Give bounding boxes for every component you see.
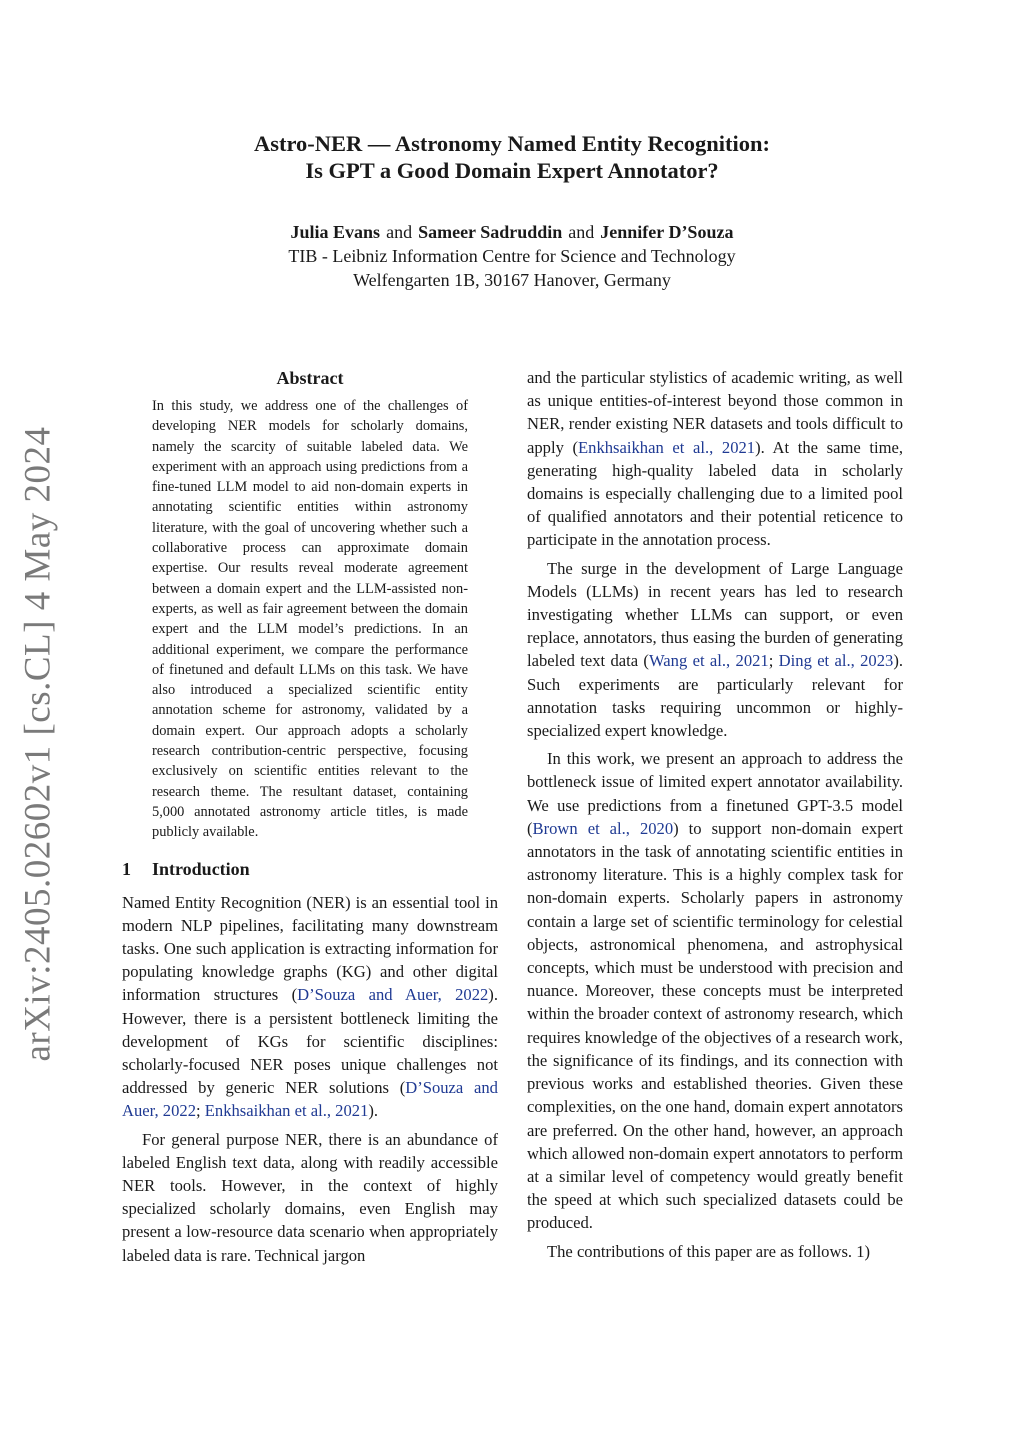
abstract-heading: Abstract bbox=[276, 368, 344, 388]
paragraph-text: ). At the same time, generating high-quality labeled data in scholarly domains is especially challenging due to a limited pool of qualified annotators and their potential reticence to participate in the annotation process. bbox=[527, 437, 903, 550]
citation-link[interactable]: D’Souza and Auer, 2022 bbox=[297, 985, 489, 1005]
left-column bbox=[122, 366, 498, 1267]
paragraph-text: The surge in the development of Large Language Models (LLMs) in recent years has led to research investigating whether LLMs can support, or even replace, annotators, thus easing the burden of generating labeled text data ( bbox=[527, 558, 903, 671]
section-heading-introduction bbox=[122, 857, 498, 881]
citation-link[interactable]: Enkhsaikhan et al., 2021 bbox=[578, 437, 756, 457]
intro-paragraph-2: For general purpose NER, there is an abundance of labeled English text data, along with readily accessible NER tools. However, in the context of highly specialized scholarly domains, even English may present a low-resource data scenario when appropriately labeled data is rare. Technical jargon bbox=[122, 1129, 498, 1265]
affiliation-line-2: Welfengarten 1B, 30167 Hanover, Germany bbox=[353, 270, 671, 290]
paper-title-line-1: Astro-NER — Astronomy Named Entity Recognition: bbox=[253, 131, 771, 156]
author-list bbox=[0, 220, 1024, 244]
citation-separator: ; bbox=[196, 1101, 205, 1121]
citation-link[interactable]: D’Souza and Auer, 2022 bbox=[122, 1078, 498, 1121]
author-name: Jennifer D’Souza bbox=[600, 222, 734, 242]
affiliation-line-1: TIB - Leibniz Information Centre for Science and Technology bbox=[288, 246, 736, 266]
arxiv-identifier: arXiv:2405.02602v1 [cs.CL] 4 May 2024 bbox=[17, 426, 59, 1062]
paragraph-text: Named Entity Recognition (NER) is an essential tool in modern NLP pipelines, facilitating many downstream tasks. One such application is extracting information for populating knowledge graphs (KG) and other digital information structures ( bbox=[122, 892, 498, 1005]
paragraph-text: ). Such experiments are particularly relevant for annotation tasks requiring uncommon or highly-specialized expert knowledge. bbox=[527, 651, 903, 741]
paragraph-text: In this work, we present an approach to address the bottleneck issue of limited expert annotator availability. We use predictions from a finetuned GPT-3.5 model ( bbox=[527, 749, 903, 838]
author-name: Julia Evans bbox=[290, 222, 381, 242]
citation-link[interactable]: Brown et al., 2020 bbox=[532, 818, 674, 838]
right-paragraph-4: The contributions of this paper are as follows. 1) bbox=[547, 1241, 871, 1261]
citation-link[interactable]: Wang et al., 2021 bbox=[648, 651, 769, 671]
right-paragraph-2 bbox=[527, 557, 903, 743]
author-separator: and bbox=[568, 222, 595, 242]
right-column bbox=[527, 366, 903, 1263]
section-title: Introduction bbox=[152, 858, 250, 879]
title-block bbox=[0, 130, 1024, 292]
citation-link[interactable]: Enkhsaikhan et al., 2021 bbox=[204, 1101, 369, 1121]
author-name: Sameer Sadruddin bbox=[418, 222, 563, 242]
right-paragraph-1 bbox=[527, 366, 903, 552]
abstract-text: In this study, we address one of the challenges of developing NER models for scholarly domains, namely the scarcity of suitable labeled data. We experiment with an approach using predictions from a fine-tuned LLM model to aid non-domain experts in annotating scientific entities within astronomy literature, with the goal of uncovering whether such a collaborative process can approximate domain expertise. Our results reveal moderate agreement between a domain expert and the LLM-assisted non-experts, as well as fair agreement between the domain expert and the LLM model’s predictions. In an additional experiment, we compare the performance of finetuned and default LLMs on this task. We have also introduced a specialized scientific entity annotation scheme for astronomy, validated by a domain expert. Our approach adopts a scholarly research contribution-centric perspective, focusing exclusively on scientific entities relevant to the research theme. The resultant dataset, containing 5,000 annotated astronomy article titles, is made publicly available. bbox=[152, 398, 468, 841]
paragraph-text: and the particular stylistics of academic writing, as well as unique entities-of-interest beyond those common in NER, render existing NER datasets and tools difficult to apply ( bbox=[527, 368, 903, 457]
paragraph-text: ). bbox=[368, 1101, 379, 1121]
paragraph-text: ). However, there is a persistent bottleneck limiting the development of KGs for scientific disciplines: scholarly-focused NER poses unique challenges not addressed by generic NER solutions ( bbox=[122, 985, 498, 1098]
citation-link[interactable]: Ding et al., 2023 bbox=[778, 651, 894, 671]
paragraph-text: ) to support non-domain expert annotators in the task of annotating scientific entities in astronomy literature. This is a highly complex task for non-domain experts. Scholarly papers in astronomy contain a large set of scientific terminology for celestial objects, astronomical phenomena, and astrophysical concepts, which must be understood with precision and nuance. Moreover, these concepts must be interpreted within the broader context of astronomy research, which requires knowledge of the objectives of a research work, the significance of its findings, and its connection with previous works and established theories. Given these complexities, on the one hand, domain expert annotators are preferred. On the other hand, however, an approach which allowed non-domain expert annotators to perform at a similar level of competency would greatly benefit the speed at which such specialized datasets could be produced. bbox=[527, 818, 903, 1233]
section-number: 1 bbox=[122, 858, 131, 879]
intro-paragraph-1 bbox=[122, 891, 498, 1123]
author-separator: and bbox=[386, 222, 413, 242]
right-paragraph-3 bbox=[527, 747, 903, 1234]
paper-title-line-2: Is GPT a Good Domain Expert Annotator? bbox=[305, 158, 719, 183]
citation-separator: ; bbox=[768, 651, 779, 671]
